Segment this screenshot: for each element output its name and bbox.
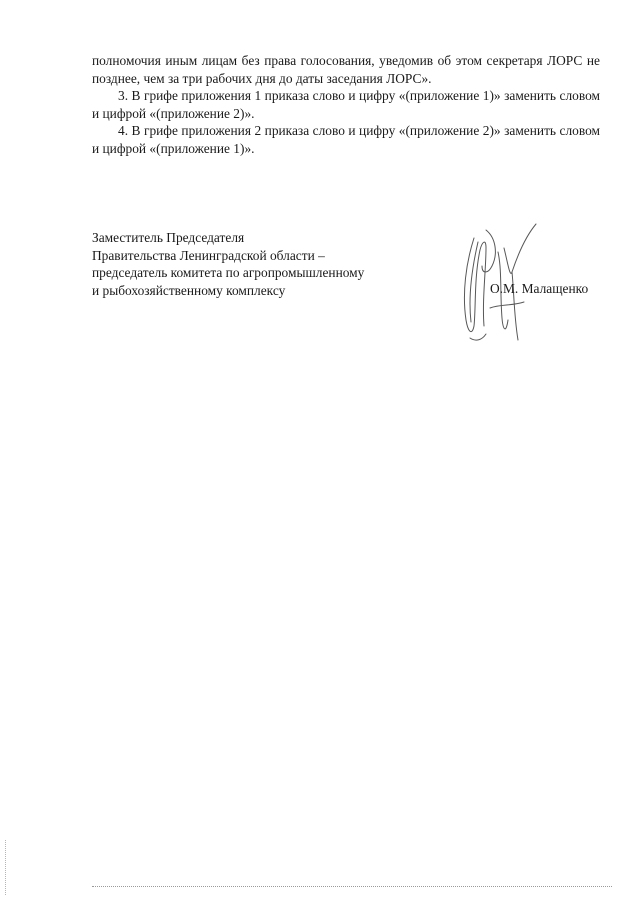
paragraph-item-4: 4. В грифе приложения 2 приказа слово и цифру «(приложение 2)» заменить словом и цифрой «(приложение 1)». [92, 123, 600, 156]
footer-rule [92, 886, 612, 887]
paragraph-continuation: полномочия иным лицам без права голосования, уведомив об этом секретаря ЛОРС не позднее, чем за три рабочих дня до даты заседания ЛОРС». [92, 53, 600, 86]
scan-margin-marks [5, 840, 9, 895]
signatory-title-line: председатель комитета по агропромышленному [92, 265, 365, 280]
signatory-title-line: Заместитель Председателя [92, 230, 245, 245]
signatory-title-line: Правительства Ленинградской области – [92, 247, 325, 263]
document-body [92, 52, 600, 157]
signatory-title-line: и рыбохозяйственному комплексу [92, 282, 286, 298]
signatory-title [92, 229, 422, 299]
paragraph-item-3: 3. В грифе приложения 1 приказа слово и цифру «(приложение 1)» заменить словом и цифрой «(приложение 2)». [92, 88, 600, 121]
signer-name: О.М. Малащенко [490, 281, 589, 296]
